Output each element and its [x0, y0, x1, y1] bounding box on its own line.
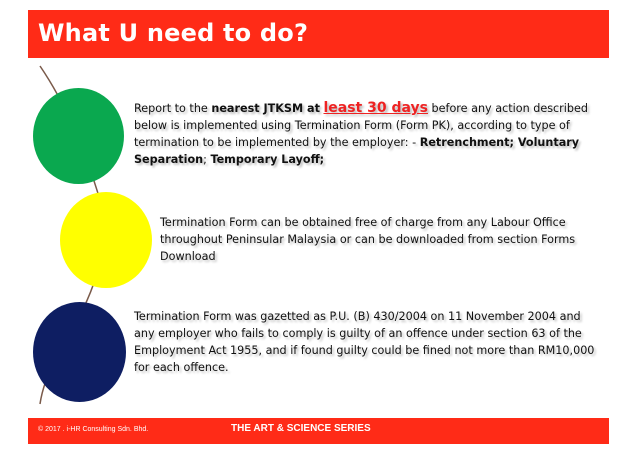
step-1-layoff-label: Temporary Layoff;	[210, 153, 325, 166]
step-3-navy-circle	[33, 302, 126, 402]
page-title: What U need to do?	[38, 19, 309, 47]
step-1-jtksm-label: nearest JTKSM at	[211, 102, 320, 115]
step-2-yellow-circle	[60, 192, 152, 288]
step-1-green-circle	[33, 88, 124, 184]
step-1-text-part: Report to the	[134, 102, 212, 115]
step-1-text	[134, 100, 602, 168]
step-2-text: Termination Form can be obtained free of charge from any Labour Office throughout Peninsular Malaysia or can be downloaded from section Forms Download	[160, 216, 576, 263]
step-1-deadline-highlight: least 30 days	[323, 100, 428, 116]
footer-copyright: © 2017 . i-HR Consulting Sdn. Bhd.	[38, 426, 149, 433]
footer-bar	[28, 418, 609, 444]
step-1-text-part: before any action described below is implemented using Termination Form (Form PK), according to type of termination to be implemented by the employer: -	[134, 102, 588, 149]
step-1-types-label: Retrenchment; Voluntary Separation	[134, 136, 580, 166]
step-1-text-part: ;	[203, 153, 211, 166]
footer-series-title: THE ART & SCIENCE SERIES	[231, 423, 371, 434]
step-3-text: Termination Form was gazetted as P.U. (B) 430/2004 on 11 November 2004 and any employer who fails to comply is guilty of an offence under section 63 of the Employment Act 1955, and if found guilty could be fined not more than RM10,000 for each offence.	[134, 310, 595, 374]
